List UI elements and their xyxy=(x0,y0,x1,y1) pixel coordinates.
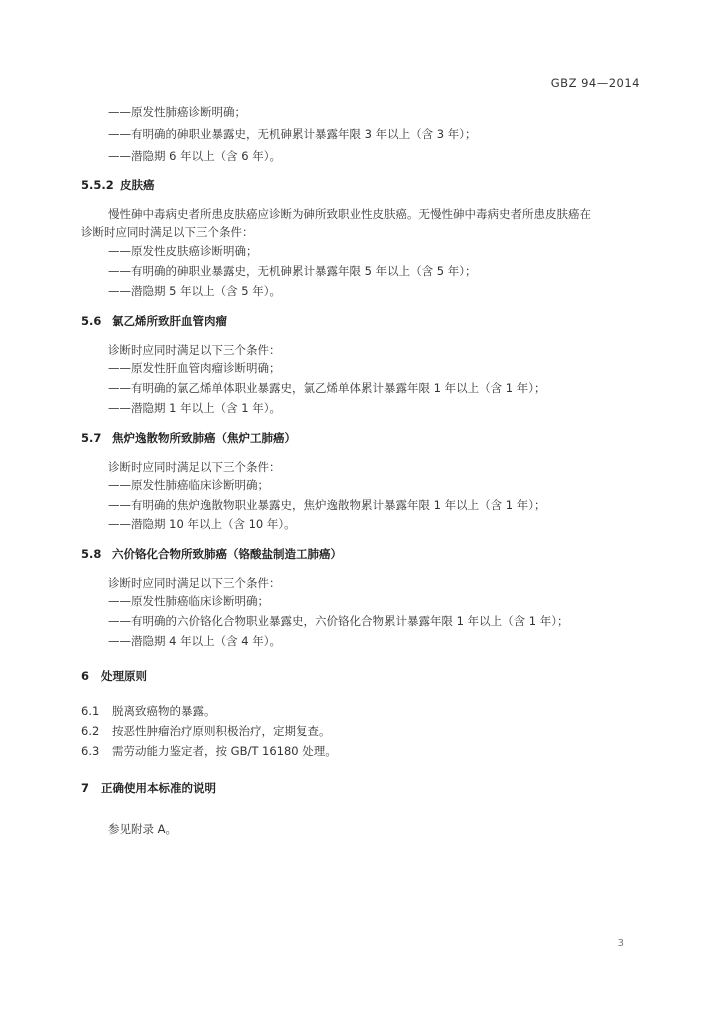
section-title: 处理原则 xyxy=(101,669,147,683)
clause-number: 6.3 xyxy=(81,744,100,758)
list-item: ——原发性肺癌诊断明确； xyxy=(108,105,246,119)
standard-code: GBZ 94—2014 xyxy=(550,76,640,90)
paragraph-line: 参见附录 A。 xyxy=(108,822,178,836)
section-title: 皮肤癌 xyxy=(120,178,155,192)
list-item: ——潜隐期 1 年以上（含 1 年）。 xyxy=(108,401,282,415)
section-number: 5.6 xyxy=(81,314,102,328)
list-item: ——潜隐期 6 年以上（含 6 年）。 xyxy=(108,149,282,163)
paragraph-line: 慢性砷中毒病史者所患皮肤癌应诊断为砷所致职业性皮肤癌。无慢性砷中毒病史者所患皮肤癌在 xyxy=(108,207,591,221)
list-item: ——有明确的砷职业暴露史，无机砷累计暴露年限 5 年以上（含 5 年）； xyxy=(108,264,477,278)
list-item: ——原发性肺癌临床诊断明确； xyxy=(108,478,269,492)
clause-number: 6.1 xyxy=(81,704,100,718)
section-title: 氯乙烯所致肝血管肉瘤 xyxy=(112,314,227,328)
section-number: 5.7 xyxy=(81,431,102,445)
paragraph-line: 诊断时应同时满足以下三个条件： xyxy=(108,576,281,590)
section-title: 焦炉逸散物所致肺癌（焦炉工肺癌） xyxy=(112,431,296,445)
section-number: 5.5.2 xyxy=(81,178,114,192)
list-item: ——有明确的砷职业暴露史，无机砷累计暴露年限 3 年以上（含 3 年）； xyxy=(108,127,477,141)
section-number: 6 xyxy=(81,669,90,683)
page-number: 3 xyxy=(617,938,624,949)
paragraph-line: 诊断时应同时满足以下三个条件： xyxy=(108,460,281,474)
section-title: 正确使用本标准的说明 xyxy=(101,781,216,795)
paragraph-line: 诊断时应同时满足以下三个条件： xyxy=(108,343,281,357)
list-item: ——原发性肺癌临床诊断明确； xyxy=(108,594,269,608)
section-number: 5.8 xyxy=(81,547,102,561)
list-item: ——有明确的六价铬化合物职业暴露史，六价铬化合物累计暴露年限 1 年以上（含 1 年）； xyxy=(108,614,569,628)
clause-number: 6.2 xyxy=(81,724,100,738)
list-item: ——有明确的焦炉逸散物职业暴露史，焦炉逸散物累计暴露年限 1 年以上（含 1 年）； xyxy=(108,498,546,512)
list-item: ——有明确的氯乙烯单体职业暴露史，氯乙烯单体累计暴露年限 1 年以上（含 1 年）； xyxy=(108,381,546,395)
clause-text: 脱离致癌物的暴露。 xyxy=(112,704,216,718)
list-item: ——原发性肝血管肉瘤诊断明确； xyxy=(108,361,281,375)
list-item: ——原发性皮肤癌诊断明确； xyxy=(108,244,258,258)
section-title: 六价铬化合物所致肺癌（铬酸盐制造工肺癌） xyxy=(112,547,342,561)
list-item: ——潜隐期 5 年以上（含 5 年）。 xyxy=(108,284,282,298)
list-item: ——潜隐期 10 年以上（含 10 年）。 xyxy=(108,517,296,531)
paragraph-line: 诊断时应同时满足以下三个条件： xyxy=(81,225,254,239)
list-item: ——潜隐期 4 年以上（含 4 年）。 xyxy=(108,634,282,648)
section-number: 7 xyxy=(81,781,90,795)
clause-text: 需劳动能力鉴定者，按 GB/T 16180 处理。 xyxy=(112,744,337,758)
clause-text: 按恶性肿瘤治疗原则积极治疗，定期复查。 xyxy=(112,724,331,738)
